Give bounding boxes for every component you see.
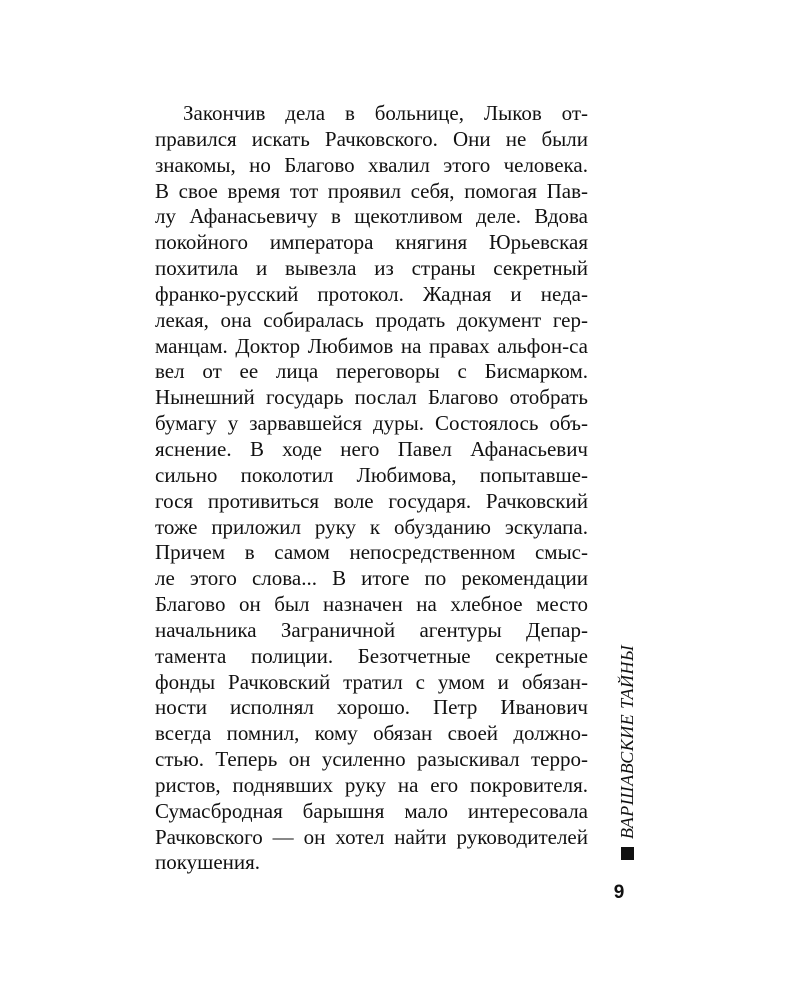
text-line: вел от ее лица переговоры с Бисмарком.: [155, 359, 588, 384]
body-text: [155, 101, 588, 876]
text-line: тамента полиции. Безотчетные секретные: [155, 643, 588, 668]
text-line: начальника Заграничной агентуры Депар-: [155, 617, 588, 642]
text-line: лекая, она собиралась продать документ гер-: [155, 307, 588, 332]
text-line: Нынешний государь послал Благово отобрать: [155, 385, 588, 410]
running-head: [617, 645, 638, 860]
text-line: Благово он был назначен на хлебное место: [155, 592, 588, 617]
text-line: лу Афанасьевичу в щекотливом деле. Вдова: [155, 204, 588, 229]
text-line: похитила и вывезла из страны секретный: [155, 256, 588, 281]
text-line: Причем в самом непосредственном смыс-: [155, 540, 588, 565]
text-line: фонды Рачковский тратил с умом и обязан-: [155, 669, 588, 694]
text-line: покушения.: [155, 850, 261, 875]
text-line: Рачковского — он хотел найти руководителей: [155, 824, 588, 849]
text-line: бумагу у зарвавшейся дуры. Состоялось объ-: [155, 411, 588, 436]
text-line: ле этого слова... В итоге по рекомендации: [155, 566, 588, 591]
page-number: 9: [613, 882, 625, 903]
text-line: франко-русский протокол. Жадная и неда-: [155, 281, 588, 306]
text-line: гося противиться воле государя. Рачковский: [155, 488, 588, 513]
text-line: яснение. В ходе него Павел Афанасьевич: [155, 436, 588, 461]
text-line: правился искать Рачковского. Они не были: [155, 126, 588, 151]
text-line: покойного императора княгиня Юрьевская: [155, 230, 588, 255]
text-line: стью. Теперь он усиленно разыскивал терро-: [155, 747, 588, 772]
text-line: В свое время тот проявил себя, помогая Пав-: [155, 178, 588, 203]
running-head-title: ВАРШАВСКИЕ ТАЙНЫ: [617, 644, 637, 839]
text-line: тоже приложил руку к обузданию эскулапа.: [155, 514, 588, 539]
text-line: сильно поколотил Любимова, попытавше-: [155, 462, 588, 487]
text-line: всегда помнил, кому обязан своей должно-: [155, 721, 588, 746]
text-line: манцам. Доктор Любимов на правах альфон-са: [155, 333, 588, 358]
text-line: Сумасбродная барышня мало интересовала: [155, 798, 588, 823]
text-line: знакомы, но Благово хвалил этого человека.: [155, 152, 588, 177]
text-line: ности исполнял хорошо. Петр Иванович: [155, 695, 588, 720]
text-line: ристов, поднявших руку на его покровителя.: [155, 772, 588, 797]
text-line: Закончив дела в больнице, Лыков от-: [183, 101, 588, 125]
square-icon: [621, 847, 634, 860]
